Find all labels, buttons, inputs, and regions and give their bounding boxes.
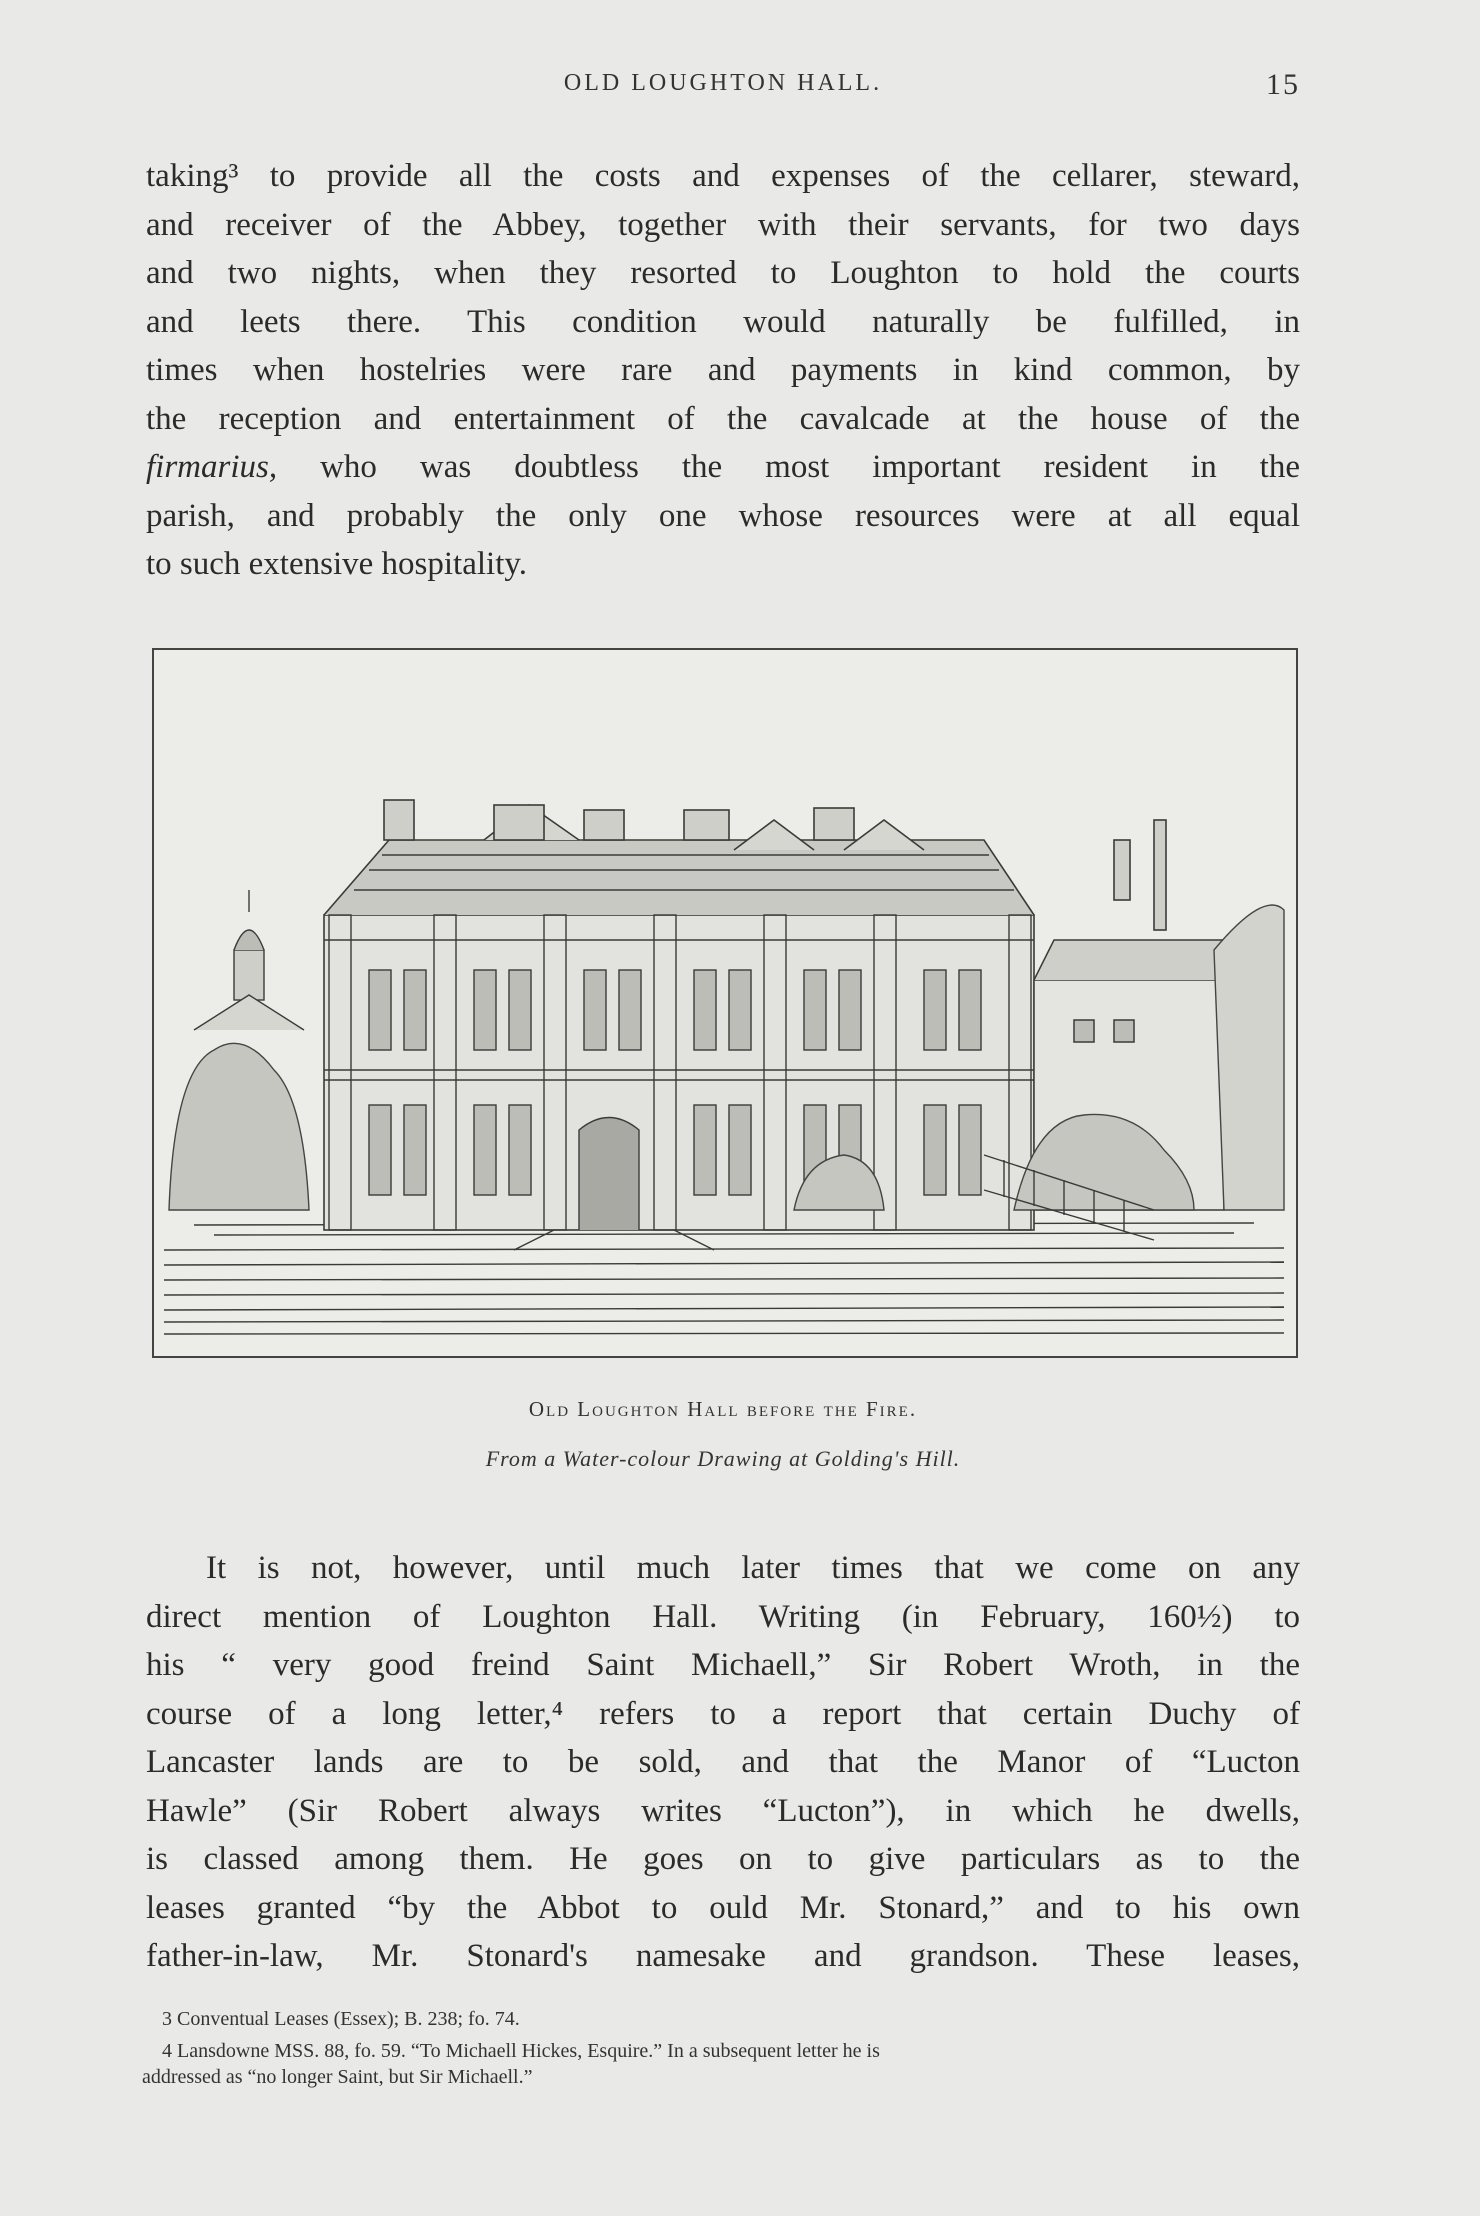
- text-line: It is not, however, until much later times that we come on any: [206, 1550, 1300, 1586]
- footnote-4-continued: addressed as “no longer Saint, but Sir Michaell.”: [142, 2066, 533, 2088]
- text-line: the reception and entertainment of the cavalcade at the house of the: [146, 400, 1300, 437]
- text-line: his “ very good freind Saint Michaell,” Sir Robert Wroth, in the: [146, 1647, 1300, 1683]
- front-door: [579, 1118, 639, 1231]
- text-line: course of a long letter,⁴ refers to a report that certain Duchy of: [146, 1695, 1300, 1732]
- text-line: taking³ to provide all the costs and expenses of the cellarer, steward,: [146, 158, 1300, 194]
- text-line: Lancaster lands are to be sold, and that the Manor of “Lucton: [146, 1744, 1300, 1780]
- text-line: to such extensive hospitality.: [146, 546, 527, 582]
- footnote-4: 4 Lansdowne MSS. 88, fo. 59. “To Michaell Hickes, Esquire.” In a subsequent letter he is: [162, 2040, 880, 2062]
- hall-drawing: [154, 650, 1296, 1356]
- garden-path: [514, 1230, 714, 1250]
- paragraph-1: [146, 152, 1300, 589]
- italic-term: firmarius,: [146, 449, 278, 485]
- figure-caption: Old Loughton Hall before the Fire.: [528, 1397, 918, 1421]
- text-line: leases granted “by the Abbot to ould Mr. Stonard,” and to his own: [146, 1889, 1300, 1926]
- text-line: Hawle” (Sir Robert always writes “Lucton”), in which he dwells,: [146, 1792, 1300, 1829]
- page-number: 15: [1266, 68, 1300, 101]
- running-title: OLD LOUGHTON HALL.: [563, 70, 883, 96]
- text-line: direct mention of Loughton Hall. Writing (in February, 160½) to: [146, 1598, 1300, 1635]
- text-line: and leets there. This condition would naturally be fulfilled, in: [146, 303, 1300, 340]
- footnote-3: 3 Conventual Leases (Essex); B. 238; fo. 74.: [162, 2008, 520, 2030]
- ground-hatching: [164, 1223, 1284, 1334]
- text-line: and receiver of the Abbey, together with their servants, for two days: [146, 206, 1300, 243]
- text-line: is classed among them. He goes on to give particulars as to the: [146, 1841, 1300, 1877]
- cupola: [194, 890, 304, 1030]
- text-line: firmarius, who was doubtless the most important resident in the: [146, 449, 1300, 485]
- paragraph-2: [146, 1544, 1300, 1981]
- text-line: and two nights, when they resorted to Loughton to hold the courts: [146, 255, 1300, 291]
- footnotes: [142, 2006, 1302, 2096]
- page-header: [146, 70, 1300, 110]
- text-line: times when hostelries were rare and payments in kind common, by: [146, 352, 1300, 388]
- engraving-illustration: [152, 648, 1298, 1358]
- figure-credit: From a Water-colour Drawing at Golding's Hill.: [485, 1446, 961, 1471]
- text-line: parish, and probably the only one whose resources were at all equal: [146, 497, 1300, 534]
- text-line: father-in-law, Mr. Stonard's namesake and grandson. These leases,: [146, 1938, 1300, 1974]
